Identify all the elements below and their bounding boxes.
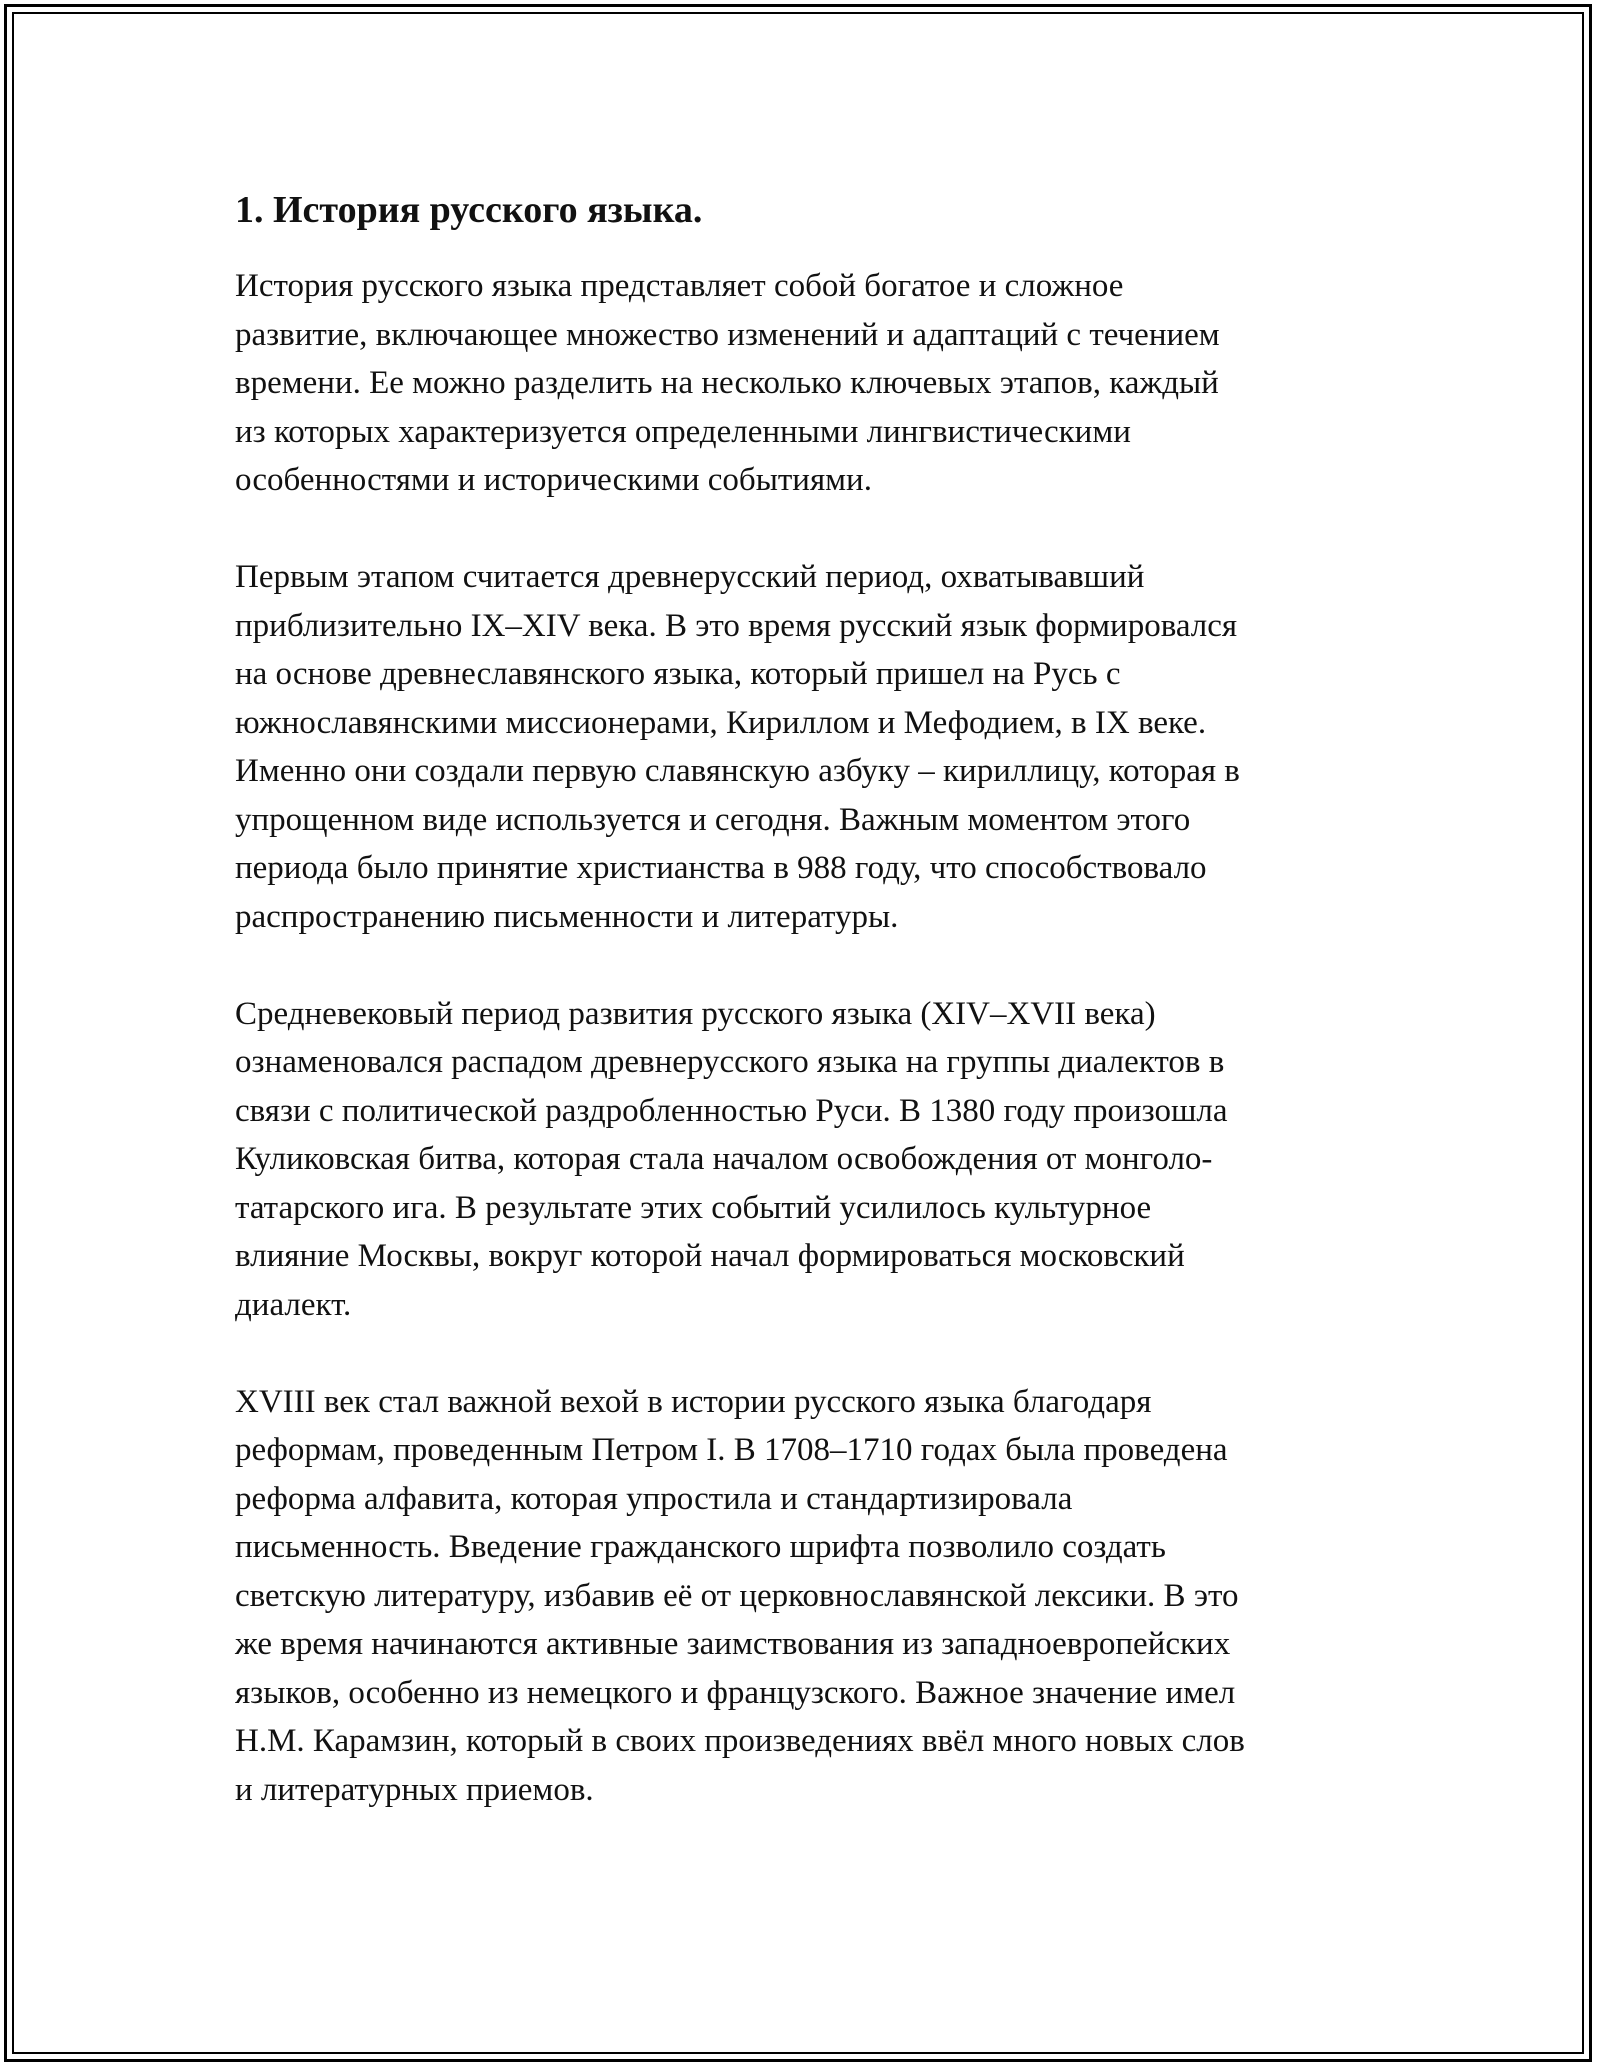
section-heading: 1. История русского языка. bbox=[235, 189, 703, 231]
paragraph-old-russian-period: Первым этапом считается древнерусский период, охватывавший приблизительно IX–XIV века. В это время русский язык формировался на основе древнеславянского языка, который пришел на Русь с южнославянскими миссионерами, Кириллом и Мефодием, в IX веке. Именно они создали первую славянскую азбуку – кириллицу, которая в упрощенном виде используется и сегодня. Важным моментом этого периода было принятие христианства в 988 году, что способствовало распространению письменности и литературы. bbox=[235, 559, 1240, 935]
document-body bbox=[235, 186, 1385, 1863]
paragraph-intro: История русского языка представляет собой богатое и сложное развитие, включающее множество изменений и адаптаций с течением времени. Ее можно разделить на несколько ключевых этапов, каждый из которых характеризуется определенными лингвистическими особенностями и историческими событиями. bbox=[235, 268, 1220, 498]
paragraph-eighteenth-century: XVIII век стал важной вехой в истории русского языка благодаря реформам, проведенным Петром I. В 1708–1710 годах была проведена реформа алфавита, которая упростила и стандартизировала письменность. Введение гражданского шрифта позволило создать светскую литературу, избавив её от церковнославянской лексики. В это же время начинаются активные заимствования из западноевропейских языков, особенно из немецкого и французского. Важное значение имел Н.М. Карамзин, который в своих произведениях ввёл много новых слов и литературных приемов. bbox=[235, 1383, 1245, 1808]
paragraph-medieval-period: Средневековый период развития русского языка (XIV–XVII века) ознаменовался распадом древнерусского языка на группы диалектов в связи с политической раздробленностью Руси. В 1380 году произошла Куликовская битва, которая стала началом освобождения от монголо- татарского ига. В результате этих событий усилилось культурное влияние Москвы, вокруг которой начал формироваться московский диалект. bbox=[235, 995, 1228, 1323]
